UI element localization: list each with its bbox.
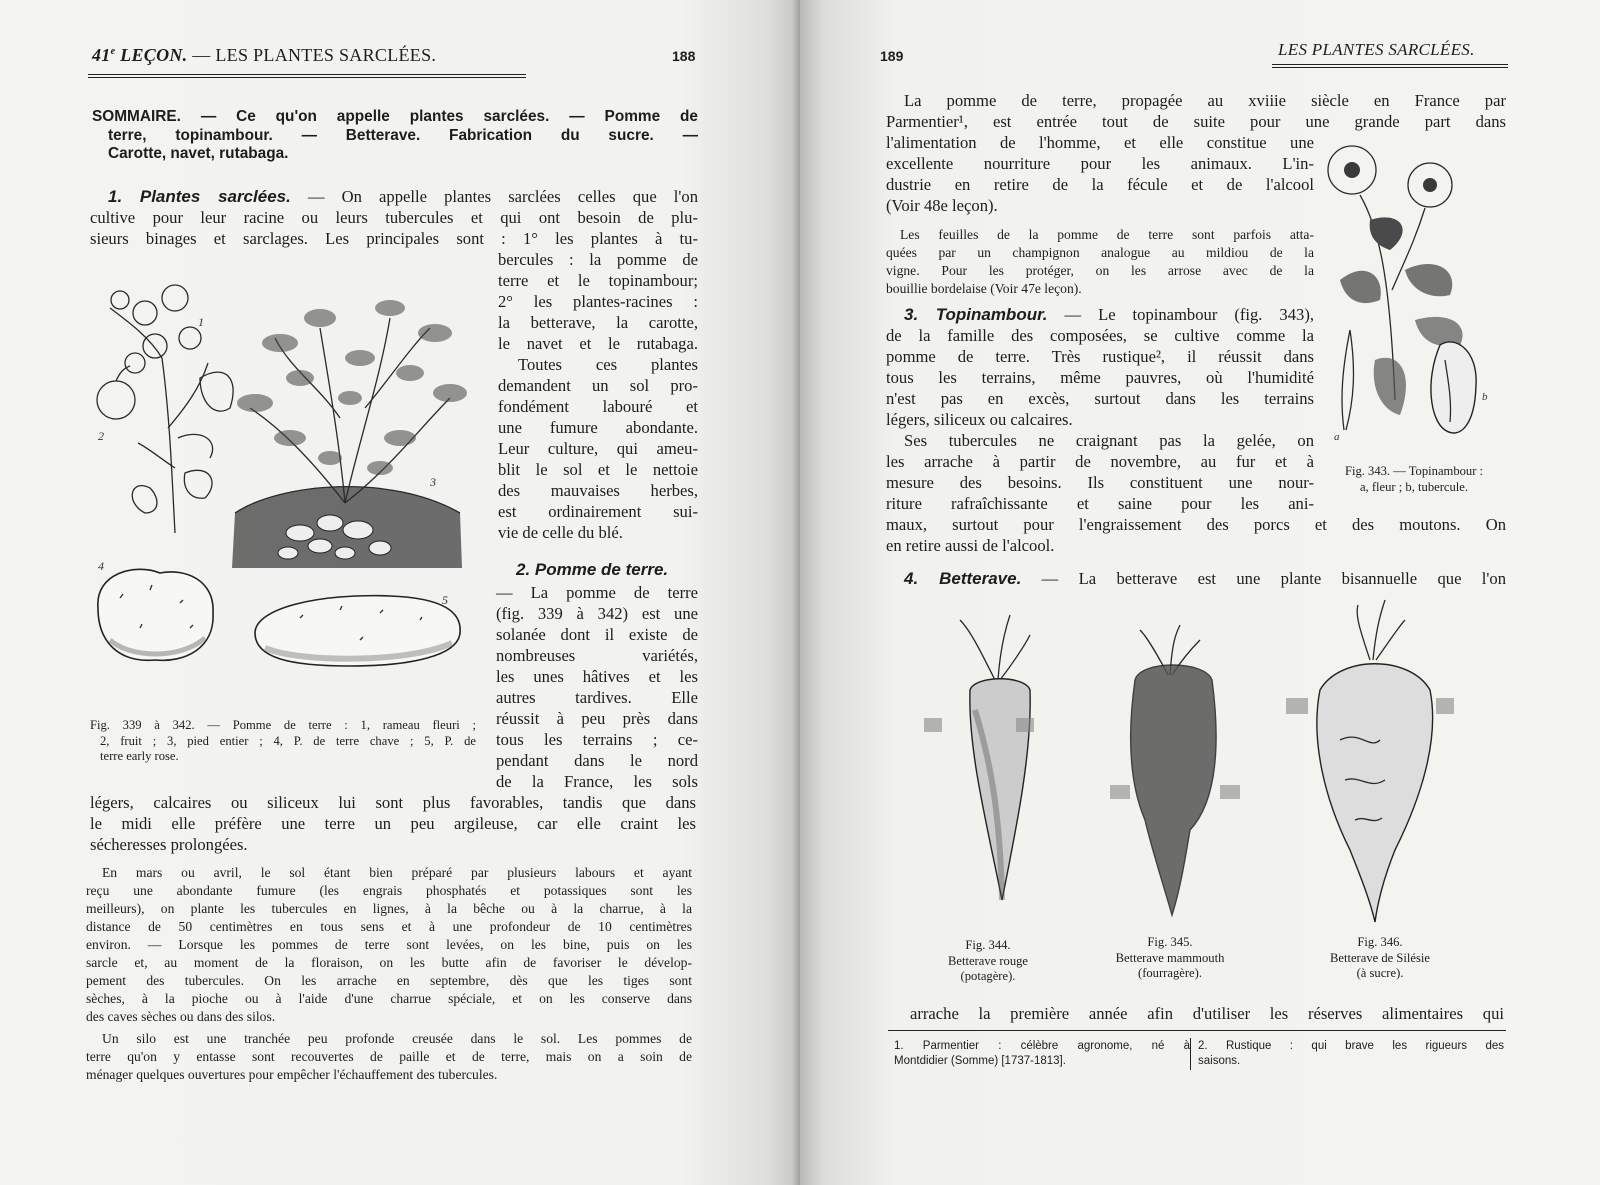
right-page-number: 189 — [880, 48, 904, 64]
beet-mammouth-drawing — [1110, 625, 1240, 915]
potato-figure-caption: Fig. 339 à 342. — Pomme de terre : 1, rameau fleuri ; 2, fruit ; 3, pied entier ; 4, P. de terre chave ; 5, P. de terre early rose. — [90, 718, 476, 763]
right-header-title: LES PLANTES SARCLÉES. — [1278, 40, 1475, 59]
left-running-header: 41e LEÇON. — LES PLANTES SARCLÉES. — [92, 45, 437, 65]
fig-label-2: 2 — [98, 429, 104, 443]
left-page-number: 188 — [672, 48, 696, 64]
topinambour-caption: Fig. 343. — Topinambour : a, fleur ; b, tubercule. — [1344, 464, 1484, 494]
beet-caption-345: Fig. 345. Betterave mammouth (fourragère). — [1115, 935, 1225, 980]
parmentier-paragraph-narrow: l'alimentation de l'homme, et elle constitue une excellente nourriture pour les animaux. L'in- dustrie en retire de la fécule et de l'alcool (Voir 48e leçon). — [886, 133, 1314, 215]
topinambour-illustration — [1320, 140, 1500, 460]
section-4: 4. Betterave. — La betterave est une plante bisannuelle que l'on — [904, 569, 1506, 588]
beet-caption-346: Fig. 346. Betterave de Silésie (à sucre). — [1329, 935, 1430, 980]
footnote-divider — [1190, 1038, 1191, 1070]
fig-label-1: 1 — [198, 315, 204, 329]
potato-early-rose-drawing — [255, 596, 460, 666]
right-header-rule — [1272, 64, 1508, 68]
section-3: 3. Topinambour. — Le topinambour (fig. 343), de la famille des composées, se cultive comme la pomme de terre. Très rustique², il réussit dans tous les terrains, même pauvres, où l'humidité n'est pas en excès, surtout dans les terrains légers, siliceux ou calcaires. Ses tubercules ne craignant pas la gelée, on les arrache à partir de novembre, au fur et à mesure des besoins. Ils constituent une nour- riture rafraîchissante et saine pour les ani- — [886, 305, 1314, 513]
section-4-continued: arrache la première année afin d'utiliser les réserves alimentaires qui — [910, 1004, 1504, 1023]
fig-label-3: 3 — [430, 475, 436, 489]
section-3-title: 3. Topinambour. — [904, 305, 1048, 324]
left-header-rule — [88, 74, 526, 78]
potato-illustration — [90, 268, 490, 708]
section-1-intro: 1. Plantes sarclées. — On appelle plantes sarclées celles que l'on cultive pour leur racine ou leurs tubercules et qui ont besoin de plu- sieurs binages et sarclages. Les principales sont : 1° les plantes à tu- — [90, 187, 698, 248]
potato-chave-drawing — [98, 569, 213, 660]
section-2-title: 2. Pomme de terre. — [516, 560, 669, 579]
planting-paragraph: En mars ou avril, le sol étant bien préparé par plusieurs labours et ayant reçu une abondante fumure (les engrais phosphatés et potassiques sont les meilleurs), on plante les tubercules en lignes, à la bêche ou à la charrue, à la distance de 50 centimètres en tous sens et à une profondeur de 10 centimètres environ. — Lorsque les pommes de terre sont levées, on les bine, puis on les sarcle et, au moment de la floraison, on les butte afin de favoriser le dévelop- pement des tubercules. On les arrache en septembre, dès que les tiges sont sèches, à la pioche ou à l'aide d'une charrue spéciale, et on les conserve dans des caves sèches ou dans des silos. — [86, 865, 692, 1024]
section-3-continued: maux, surtout pour l'engraissement des porcs et des moutons. On en retire aussi de l'alcool. — [886, 515, 1506, 555]
silo-paragraph: Un silo est une tranchée peu profonde creusée dans le sol. Les pommes de terre qu'on y entasse sont recouvertes de paille et de terre, mais on a soin de ménager quelques ouvertures pour empêcher l'échauffement des tubercules. — [86, 1031, 692, 1082]
left-header-title: LES PLANTES SARCLÉES. — [215, 45, 437, 65]
right-page — [800, 0, 1600, 1185]
beets-illustration — [900, 600, 1500, 930]
fig-label-b: b — [1482, 391, 1488, 403]
sommaire: SOMMAIRE. — Ce qu'on appelle plantes sarclées. — Pomme de terre, topinambour. — Betterave. Fabrication du sucre. — Carotte, navet, rutabaga. — [92, 108, 698, 162]
section-2-column: — La pomme de terre (fig. 339 à 342) est une solanée dont il existe de nombreuses variétés, les unes hâtives et les autres tardives. Elle réussit à peu près dans tous les terrains ; ce- pendant dans le nord de la France, les sols — [496, 583, 698, 791]
fig-label-5: 5 — [442, 593, 448, 607]
footnote-2: 2. Rustique : qui brave les rigueurs des saisons. — [1198, 1040, 1504, 1067]
section-1-column: bercules : la pomme de terre et le topinambour; 2° les plantes-racines : la betterave, la carotte, le navet et le rutabaga. Toutes ces plantes demandent un sol pro- fondément labouré et une fumure abondante. Leur culture, qui ameu- blit le sol et le nettoie des mauvaises herbes, est ordinairement sui- vie de celle du blé. — [498, 250, 698, 542]
fig-label-4: 4 — [98, 559, 104, 573]
flowering-branch-drawing — [97, 285, 233, 533]
beet-silesie-drawing — [1286, 600, 1454, 922]
section-4-title: 4. Betterave. — [904, 569, 1022, 588]
section-2-continued: légers, calcaires ou siliceux lui sont plus favorables, tandis que dans le midi elle préfère une terre un peu argileuse, car elle craint les sécheresses prolongées. — [90, 793, 696, 854]
footnote-1: 1. Parmentier : célèbre agronome, né à Montdidier (Somme) [1737-1813]. — [894, 1040, 1190, 1067]
topinambour-plant-drawing — [1328, 146, 1476, 433]
mildiou-paragraph: Les feuilles de la pomme de terre sont parfois atta- quées par un champignon analogue au mildiou de la vigne. Pour les protéger, on les arrose avec de la bouillie bordelaise (Voir 47e leçon). — [886, 227, 1314, 296]
lesson-number: 41e LEÇON. — [92, 45, 188, 65]
parmentier-paragraph: La pomme de terre, propagée au xviiie siècle en France par Parmentier¹, est entrée tout de suite pour une grande part dans — [886, 91, 1506, 131]
beet-rouge-drawing — [924, 615, 1034, 900]
fig-label-a: a — [1334, 431, 1340, 443]
whole-plant-drawing — [232, 300, 467, 568]
section-1-title: 1. Plantes sarclées. — [108, 187, 291, 206]
beet-caption-344: Fig. 344. Betterave rouge (potagère). — [947, 938, 1029, 983]
footnote-rule — [888, 1030, 1506, 1031]
